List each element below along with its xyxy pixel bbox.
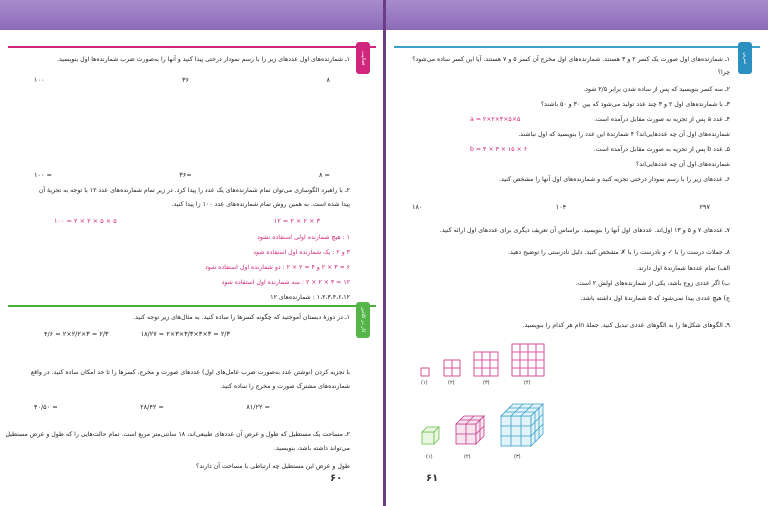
t1-text-b: چرا؟	[717, 69, 730, 76]
q2-line-4: ۶ = ۳ × ۲ و ۴ = ۲ × ۲ : دو شمارنده اول استفاده شود	[205, 264, 350, 271]
k2-text-c: طول و عرض این مستطیل چه ارتباطی با مساحت آن دارند؟	[196, 463, 350, 470]
cube-3	[501, 404, 543, 446]
frac-exercises	[14, 403, 350, 411]
t4-text-b: شمارنده‌های اول آن چه عددهایی‌اند؟ ۴ شمارندهٔ این عدد را بنویسید که اول نباشند.	[518, 131, 730, 138]
t6-num-180: ۱۸۰	[412, 203, 423, 211]
q2-text-a: ۲ـ با راهبرد الگوسازی می‌توان تمام شمارنده‌های یک عدد را پیدا کرد. در زیر تمام شمارنده‌های عدد ۱۲ با توجه به تجزیهٔ آن	[38, 187, 350, 194]
activity-badge: فعالیت	[356, 42, 370, 74]
t8-item-c: ج) هیچ عددی پیدا نمی‌شود که ۵ شمارندهٔ اول داشته باشد.	[580, 295, 730, 302]
square-grid-4	[512, 344, 544, 376]
t7-text: ۷ـ عددهای ۷ و ۵ و ۱۳ اول‌اند. عددهای اول آنها را بنویسید. براساس آن تعریف دیگری برای عددهای اول ارائه کنید.	[439, 227, 730, 234]
t6-text: ۶ـ عددهای زیر را با رسم نمودار درختی تجزیه کنید و شمارنده‌های اول آنها را مشخص کنید.	[499, 176, 730, 183]
cube-label-3: (۳)	[514, 454, 521, 460]
t1-text-a: ۱ـ شمارنده‌های اول صورت یک کسر ۲ و ۳ هستند. شمارنده‌های اول مخرج آن کسر ۵ و ۷ هستند. آیا این کسر ساده می‌شود؟	[412, 56, 730, 63]
square-grid-2	[444, 360, 460, 376]
q2-line-5: ۱۲ = ۳ × ۲ × ۲ : سه شمارنده اول استفاده شود	[221, 279, 350, 286]
t5-equation: b = ۴ × ۳ × ۱۵ × ۶	[470, 146, 528, 153]
frac-ex-81-22: ۸۱/۲۲ =	[246, 403, 270, 411]
k2-text-a: ۲ـ مساحت یک مستطیل که طول و عرض آن عددهای طبیعی‌اند، ۱۸ سانتی‌متر مربع است. تمام حالت‌هایی را که طول و عرض مستطیل	[5, 431, 350, 438]
q2-line-2: ۱ : هیچ شمارنده اولی استفاده نشود	[257, 234, 350, 241]
frac-examples	[14, 330, 350, 338]
t2-text: ۲ـ سه کسر بنویسید که پس از ساده شدن برابر ۲/۵ شود.	[583, 86, 730, 93]
t8-item-a: الف) تمام عددها شمارندهٔ اول دارند.	[636, 265, 730, 272]
t6-num-297: ۲۹۷	[699, 203, 710, 211]
factor-12: ۱۲ = ۲ × ۲ × ۳	[273, 217, 320, 225]
q1-equations	[14, 171, 350, 179]
left-header-bar	[0, 0, 384, 30]
t3-text: ۳ـ با شمارنده‌های اول ۲ و ۳ چند عدد تولید می‌شود که بین ۳۰ و ۵۰ باشند؟	[540, 101, 730, 108]
classwork-divider	[8, 305, 376, 307]
exercise-badge: تمرین	[738, 42, 752, 74]
q2-line-3: ۳ و ۲ : یک شمارنده اول استفاده شود	[253, 249, 350, 256]
q1-text: ۱ـ شمارنده‌های اول عددهای زیر را با رسم نمودار درختی پیدا کنید و آنها را به‌صورت ضرب شمارنده‌ها اول بنویسید.	[57, 56, 350, 63]
classwork-badge: کار در کلاس	[356, 302, 370, 338]
q1-num-36: ۳۶	[182, 76, 189, 84]
grid-label-1: (۱)	[421, 380, 428, 386]
q1-eq-8: ۸ =	[318, 171, 330, 179]
q1-num-8: ۸	[326, 76, 330, 84]
q2-text-b: پیدا شده است. به همین روش تمام شمارنده‌های عدد ۱۰۰ را پیدا کنید.	[171, 201, 350, 208]
t5-text: ۵ـ عدد b پس از تجزیه به صورت مقابل درآمده است.	[593, 146, 730, 153]
grid-label-2: (۲)	[448, 380, 455, 386]
t8-text: ۸ـ جملات درست را با ✓ و نادرست را با ✗ مشخص کنید. دلیل نادرستی را توضیح دهید.	[508, 249, 730, 256]
exercise-divider	[394, 46, 760, 48]
square-grid-3	[474, 352, 498, 376]
grid-label-4: (۴)	[524, 380, 531, 386]
t6-num-104: ۱۰۴	[555, 203, 567, 211]
t6-numbers	[400, 203, 730, 211]
cube-label-1: (۱)	[426, 454, 433, 460]
cube-pattern	[416, 400, 566, 460]
q2-line-6: ۱،۲،۳،۴،۶،۱۲ : شمارنده‌های ۱۲	[270, 294, 350, 301]
frac-example-1: ۴/۶ = ۲×۲/۲×۳ = ۲/۳	[44, 330, 109, 338]
t5-text-b: شمارنده‌های اول آن چه عددهایی‌اند؟	[635, 161, 730, 168]
cube-1	[422, 427, 439, 444]
grid-label-3: (۳)	[483, 380, 490, 386]
k2-text-b: می‌تواند داشته باشد، بنویسید.	[274, 445, 350, 452]
frac-ex-40-50: ۴۰/۵۰ =	[34, 403, 58, 411]
frac-ex-28-42: ۲۸/۴۲ =	[140, 403, 164, 411]
t4-text: ۴ـ عدد a پس از تجزیه به صورت مقابل درآمده است.	[593, 116, 730, 123]
t8-item-b: ب) اگر عددی زوج باشد، یکی از شمارنده‌های اولش ۲ است.	[575, 280, 730, 287]
activity-divider	[8, 46, 376, 48]
k1-text-c: شمارنده‌های مشترک صورت و مخرج را ساده کنید.	[220, 383, 350, 390]
right-page-number: ۶۱	[426, 473, 439, 484]
t9-text: ۹ـ الگوهای شکل‌ها را به الگوهای عددی تبدیل کنید. جملهٔ nام هر کدام را بنویسید.	[522, 322, 730, 329]
square-grid-1	[421, 368, 429, 376]
left-page-number: ۶۰	[330, 473, 343, 484]
right-header-bar	[386, 0, 768, 30]
cube-label-2: (۲)	[464, 454, 471, 460]
q2-factor-row	[14, 217, 350, 225]
q1-numbers	[14, 76, 350, 84]
t4-equation: a = ۲×۲×۳×۵×۵	[470, 116, 521, 123]
q1-num-100: ۱۰۰	[34, 76, 45, 84]
factor-100: ۱۰۰ = ۲ × ۲ × ۵ × ۵	[54, 217, 117, 225]
cube-2	[456, 416, 484, 444]
q1-eq-36: ۳۶=	[179, 171, 192, 179]
q1-eq-100: ۱۰۰ =	[34, 171, 52, 179]
right-page	[386, 0, 768, 506]
k1-text-b: با تجزیه کردن (نوشتن عدد به‌صورت ضرب عامل‌های اول) عددهای صورت و مخرج، کسرها را تا حد امکان ساده کنید. در واقع	[30, 369, 350, 376]
frac-example-2: ۱۸/۲۷ = ۲×۳×۳/۳×۳×۳ = ۲/۳	[140, 330, 230, 338]
k1-text: ۱ـ در دورهٔ دبستان آموختید که چگونه کسرها را ساده کنید. به مثال‌های زیر توجه کنید.	[133, 314, 350, 321]
